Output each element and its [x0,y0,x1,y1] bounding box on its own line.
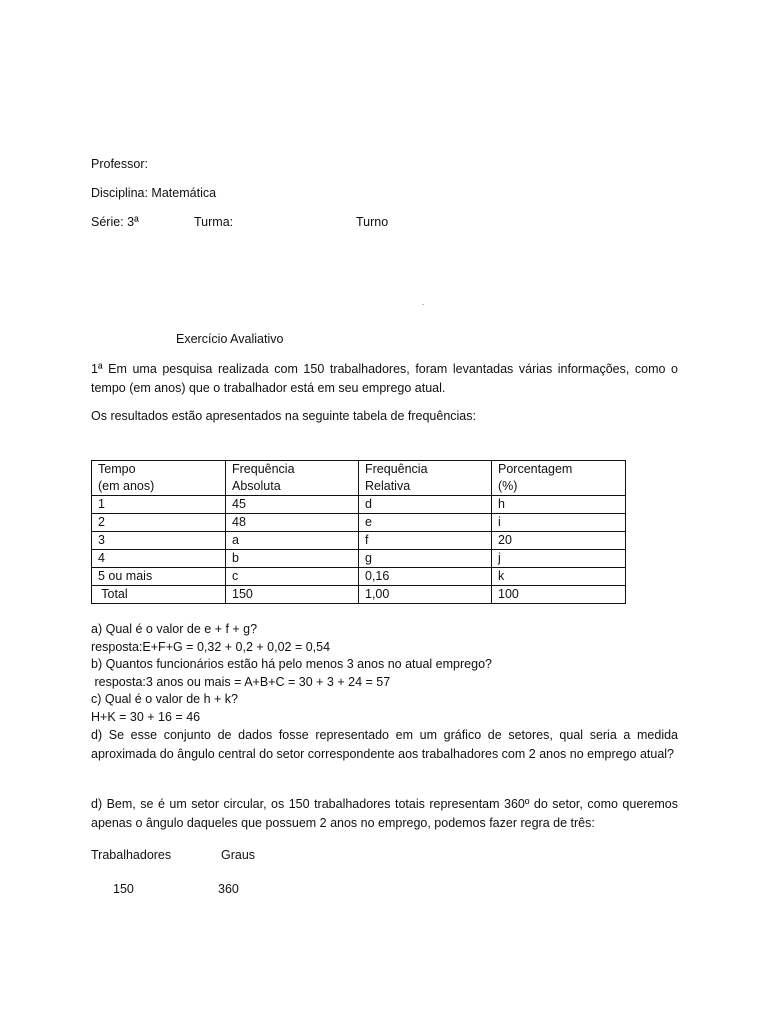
question-b [91,657,492,671]
question-b-text: Quantos funcionários estão há pelo menos 3 anos no atual emprego? [102,657,492,671]
table-cell: 20 [492,532,626,550]
table-cell: b [226,550,359,568]
rule-col2-value: 360 [218,882,239,896]
table-cell: 150 [226,586,359,604]
table-cell: d [359,496,492,514]
question-c-label: c) [91,692,102,706]
answer-c: H+K = 30 + 16 = 46 [91,710,201,724]
header-cell-tempo: Tempo (em anos) [92,461,226,496]
header-cell-porcentagem: Porcentagem (%) [492,461,626,496]
professor-label: Professor: [91,157,148,171]
rule-col2-header: Graus [221,848,256,862]
question-1-text: 1ª Em uma pesquisa realizada com 150 trabalhadores, foram levantadas várias informações, como o tempo (em anos) que o trabalhador está em seu emprego atual. [91,362,678,395]
rule-col1-value: 150 [113,882,134,896]
question-a-label: a) [91,622,103,636]
table-cell: 3 [92,532,226,550]
header-cell-freq-rel: Frequência Relativa [359,461,492,496]
table-cell: 100 [492,586,626,604]
table-row [92,532,626,550]
table-row [92,514,626,532]
rule-col1-header: Trabalhadores [91,848,172,862]
answer-a: resposta:E+F+G = 0,32 + 0,2 + 0,02 = 0,54 [91,640,331,654]
answer-d: d) Bem, se é um setor circular, os 150 trabalhadores totais representam 360º do setor, como queremos apenas o ângulo daqueles que possuem 2 anos no emprego, podemos fazer regra de três: [91,797,678,830]
question-b-label: b) [91,657,103,671]
results-intro: Os resultados estão apresentados na seguinte tabela de frequências: [91,409,476,423]
table-cell: 0,16 [359,568,492,586]
table-row [92,496,626,514]
exercise-title: Exercício Avaliativo [176,332,284,346]
stray-mark [422,304,424,305]
table-cell: g [359,550,492,568]
table-cell: 1 [92,496,226,514]
question-a-text: Qual é o valor de e + f + g? [102,622,258,636]
table-cell: 1,00 [359,586,492,604]
table-cell: h [492,496,626,514]
table-cell: 4 [92,550,226,568]
table-cell: 5 ou mais [92,568,226,586]
table-total-row [92,586,626,604]
table-header-row [92,461,626,496]
question-c-text: Qual é o valor de h + k? [101,692,238,706]
header-cell-freq-abs: Frequência Absoluta [226,461,359,496]
table-cell: c [226,568,359,586]
turma-label: Turma: [194,215,234,229]
frequency-table [91,460,626,604]
table-row [92,550,626,568]
disciplina-label: Disciplina: Matemática [91,186,217,200]
question-d [91,726,678,764]
question-d-label: d) [91,728,103,742]
table-cell: i [492,514,626,532]
table-row [92,568,626,586]
table-cell: f [359,532,492,550]
serie-label: Série: 3ª [91,215,139,229]
table-cell: e [359,514,492,532]
table-cell: 48 [226,514,359,532]
table-cell: a [226,532,359,550]
turno-label: Turno [356,215,389,229]
question-a [91,622,257,636]
table-cell: 45 [226,496,359,514]
table-cell: j [492,550,626,568]
question-c [91,692,238,706]
answer-b: resposta:3 anos ou mais = A+B+C = 30 + 3 + 24 = 57 [91,675,391,689]
table-cell: Total [92,586,226,604]
question-d-text: Se esse conjunto de dados fosse representado em um gráfico de setores, qual seria a medida aproximada do ângulo central do setor correspondente aos trabalhadores com 2 anos no emprego atual? [91,728,678,761]
table-cell: k [492,568,626,586]
table-cell: 2 [92,514,226,532]
